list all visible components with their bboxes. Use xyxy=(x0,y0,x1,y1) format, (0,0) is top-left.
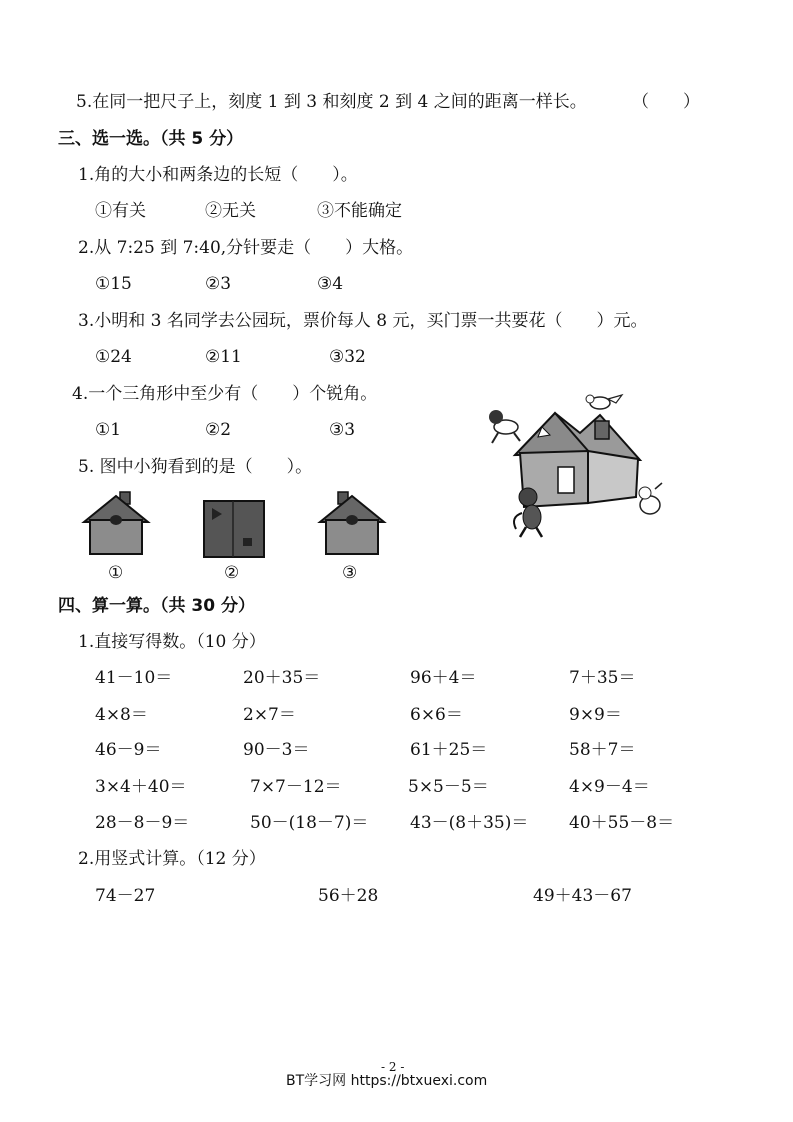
math-item: 96＋4＝ xyxy=(410,668,477,688)
math-item: 7＋35＝ xyxy=(569,668,636,688)
dog-right-figure xyxy=(639,483,662,514)
answer-parentheses: （ ） xyxy=(632,92,700,112)
math-item: 61＋25＝ xyxy=(410,740,488,760)
math-item: 58＋7＝ xyxy=(569,740,636,760)
math-item: 5×5－5＝ xyxy=(408,777,489,797)
option: ①15 xyxy=(95,274,132,294)
math-item: 43－(8＋35)＝ xyxy=(410,813,529,833)
footer-site-link[interactable]: BT学习网 https://btxuexi.com xyxy=(286,1073,488,1089)
view-choice-2 xyxy=(203,500,265,558)
math-item: 46－9＝ xyxy=(95,740,162,760)
option: ②无关 xyxy=(205,201,256,221)
math-item: 9×9＝ xyxy=(569,705,622,725)
math-item: 6×6＝ xyxy=(410,705,463,725)
vertical-calc-item: 49＋43－67 xyxy=(533,886,632,906)
house-scene-illustration xyxy=(480,385,690,545)
math-item: 40＋55－8＝ xyxy=(569,813,675,833)
choice-label: ③ xyxy=(342,563,358,583)
flying-dog-figure xyxy=(586,395,622,409)
option: ①1 xyxy=(95,420,122,440)
question-text: 5.在同一把尺子上，刻度 1 到 3 和刻度 2 到 4 之间的距离一样长。 xyxy=(76,92,587,112)
option: ①24 xyxy=(95,347,132,367)
option: ③32 xyxy=(329,347,366,367)
question-text: 4.一个三角形中至少有（ ）个锐角。 xyxy=(72,384,378,404)
math-item: 28－8－9＝ xyxy=(95,813,190,833)
vertical-calc-item: 56＋28 xyxy=(318,886,379,906)
math-item: 4×8＝ xyxy=(95,705,148,725)
option: ②2 xyxy=(205,420,232,440)
option: ②3 xyxy=(205,274,232,294)
math-item: 20＋35＝ xyxy=(243,668,321,688)
vertical-calc-item: 74－27 xyxy=(95,886,156,906)
math-item: 90－3＝ xyxy=(243,740,310,760)
dog-top-left-figure xyxy=(489,410,520,443)
math-item: 41－10＝ xyxy=(95,668,173,688)
choice-label: ① xyxy=(108,563,124,583)
option: ③不能确定 xyxy=(317,201,402,221)
page-number: - 2 - xyxy=(381,1060,405,1074)
choice-label: ② xyxy=(224,563,240,583)
subsection-title: 2.用竖式计算。（12 分） xyxy=(78,849,266,869)
math-item: 50－(18－7)＝ xyxy=(250,813,369,833)
question-text: 2.从 7:25 到 7:40,分针要走（ ）大格。 xyxy=(78,238,414,258)
option: ②11 xyxy=(205,347,242,367)
subsection-title: 1.直接写得数。（10 分） xyxy=(78,632,266,652)
math-item: 7×7－12＝ xyxy=(250,777,342,797)
option: ③4 xyxy=(317,274,344,294)
math-item: 2×7＝ xyxy=(243,705,296,725)
question-text: 3.小明和 3 名同学去公园玩，票价每人 8 元，买门票一共要花（ ）元。 xyxy=(78,311,648,331)
view-choice-1 xyxy=(82,490,150,556)
question-text: 1.角的大小和两条边的长短（ ）。 xyxy=(78,165,358,185)
section-title: 三、选一选。（共 5 分） xyxy=(58,129,244,149)
view-choice-3 xyxy=(318,490,386,556)
math-item: 3×4＋40＝ xyxy=(95,777,187,797)
option: ③3 xyxy=(329,420,356,440)
option: ①有关 xyxy=(95,201,146,221)
question-text: 5. 图中小狗看到的是（ ）。 xyxy=(78,457,313,477)
math-item: 4×9－4＝ xyxy=(569,777,650,797)
section-title: 四、算一算。（共 30 分） xyxy=(58,596,255,616)
